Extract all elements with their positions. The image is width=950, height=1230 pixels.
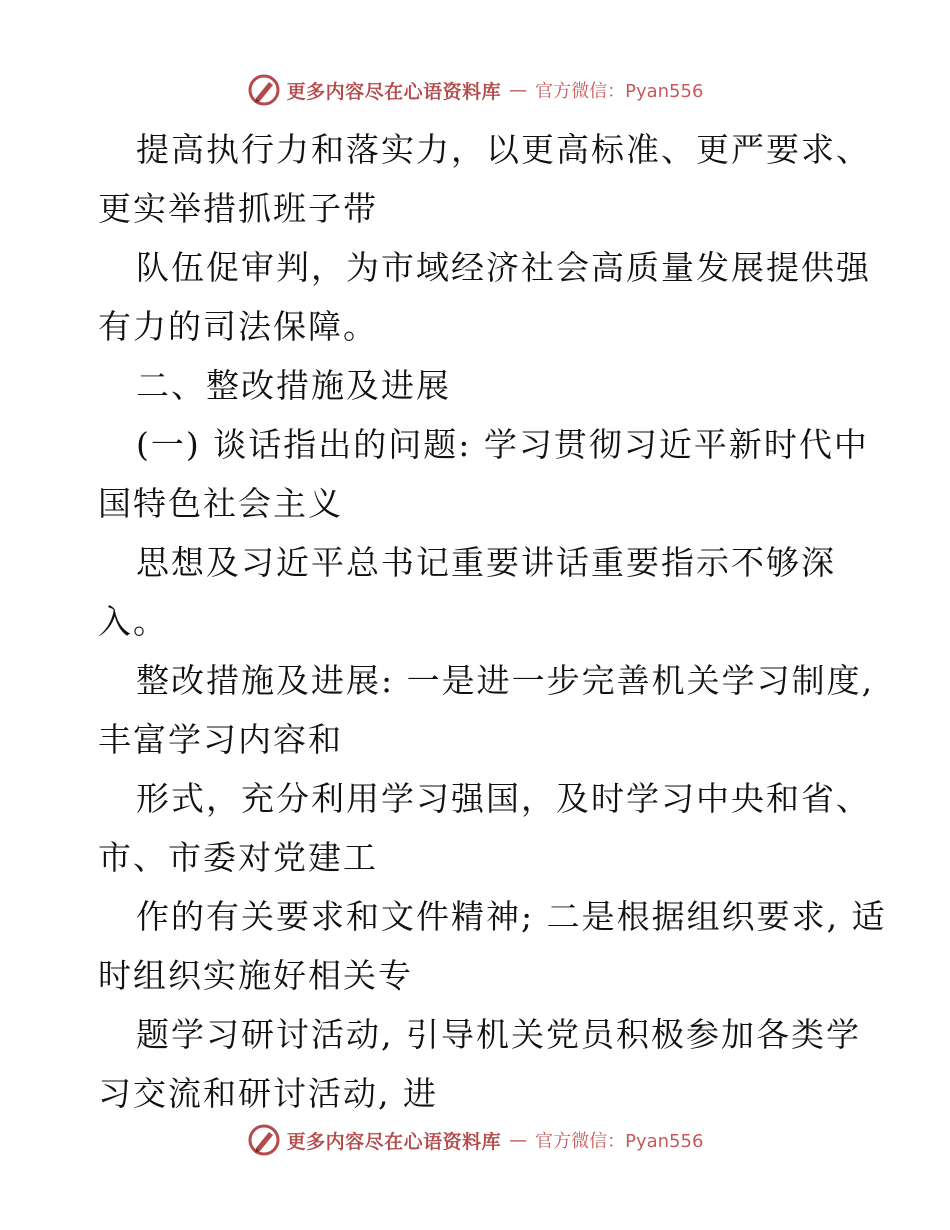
section-heading: 二、整改措施及进展	[136, 366, 451, 405]
header-watermark	[0, 70, 950, 110]
body-line: 提高执行力和落实力，以更高标准、更严要求、	[136, 130, 871, 169]
footer-watermark	[0, 1120, 950, 1160]
body-line: (一) 谈话指出的问题: 学习贯彻习近平新时代中	[136, 425, 869, 464]
pen-in-circle-icon	[247, 1123, 281, 1157]
watermark-separator: —	[509, 1129, 528, 1151]
document-body	[98, 120, 887, 1123]
watermark-wechat: 官方微信：Pyan556	[535, 81, 704, 102]
body-line: 形式，充分利用学习强国，及时学习中央和省、	[136, 779, 871, 818]
body-line: 思想及习近平总书记重要讲话重要指示不够深	[136, 543, 836, 582]
body-line: 市、市委对党建工	[98, 838, 378, 877]
watermark-brand: 更多内容尽在心语资料库	[286, 80, 502, 103]
watermark-brand: 更多内容尽在心语资料库	[286, 1130, 502, 1153]
watermark-wechat: 官方微信：Pyan556	[535, 1131, 704, 1152]
pen-in-circle-icon	[247, 73, 281, 107]
body-line: 题学习研讨活动, 引导机关党员积极参加各类学	[136, 1015, 861, 1054]
body-line: 国特色社会主义	[98, 484, 343, 523]
body-line: 队伍促审判，为市域经济社会高质量发展提供强	[136, 248, 871, 287]
body-line: 整改措施及进展: 一是进一步完善机关学习制度,	[136, 661, 875, 700]
body-line: 习交流和研讨活动, 进	[98, 1074, 438, 1113]
body-line: 入。	[98, 602, 168, 641]
body-line: 时组织实施好相关专	[98, 956, 413, 995]
body-line: 丰富学习内容和	[98, 720, 343, 759]
body-line: 作的有关要求和文件精神; 二是根据组织要求, 适	[136, 897, 887, 936]
body-line: 有力的司法保障。	[98, 307, 378, 346]
watermark-separator: —	[509, 79, 528, 101]
body-line: 更实举措抓班子带	[98, 189, 378, 228]
